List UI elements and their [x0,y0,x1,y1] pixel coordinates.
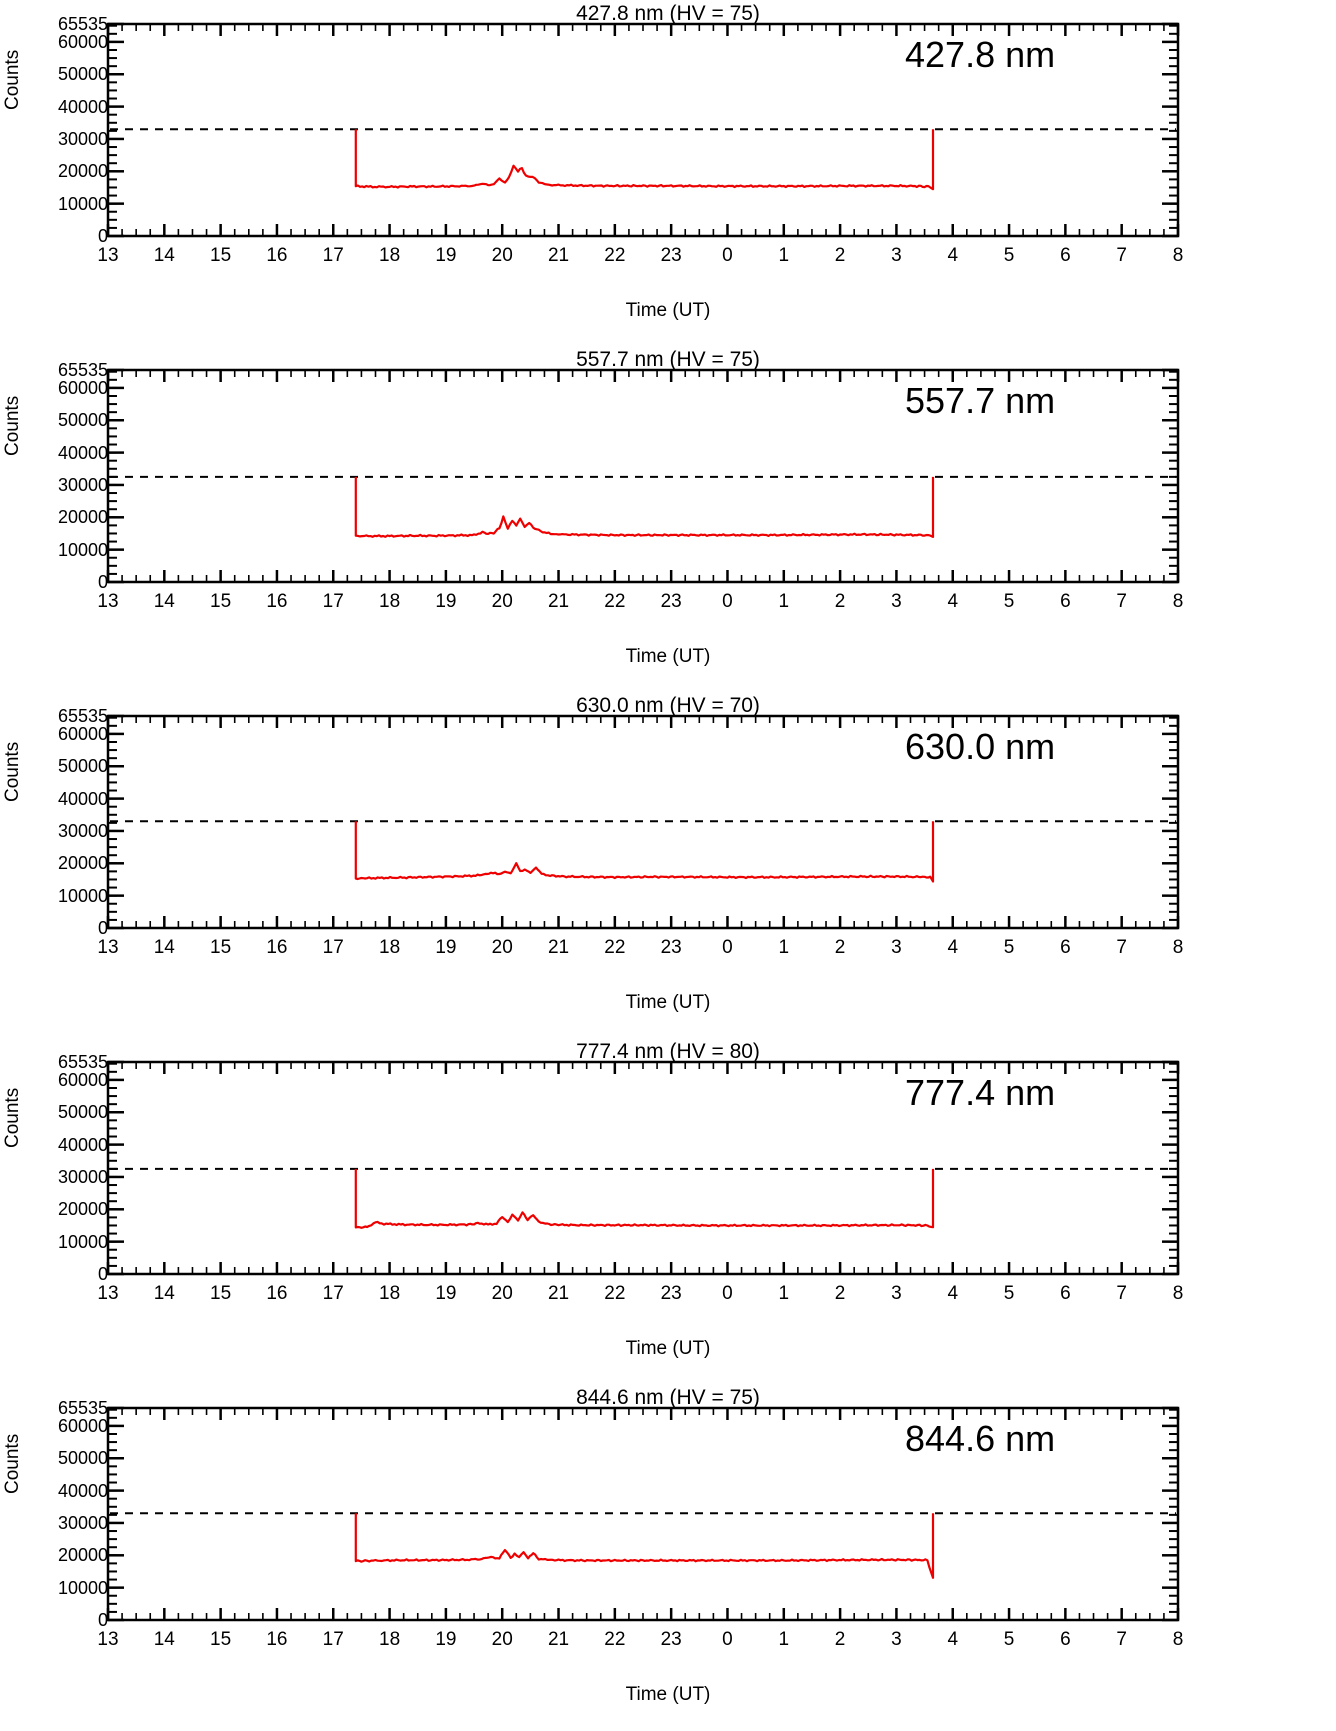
x-tick-label: 14 [153,1629,175,1650]
x-tick-label: 16 [266,245,288,266]
x-tick-label: 0 [722,937,733,958]
wavelength-annotation: 844.6 nm [905,1418,1056,1459]
x-tick-label: 13 [97,591,119,612]
x-tick-label: 8 [1172,1283,1184,1304]
x-tick-label: 22 [604,1283,626,1304]
x-axis-label: Time (UT) [625,1684,711,1705]
x-tick-label: 23 [660,1629,682,1650]
data-series-line [356,129,933,189]
x-tick-label: 15 [210,1629,232,1650]
x-tick-label: 2 [834,591,846,612]
x-tick-label: 23 [660,937,682,958]
y-tick-label: 0 [97,918,108,938]
x-tick-label: 22 [604,591,626,612]
x-axis-label: Time (UT) [625,300,711,321]
x-tick-label: 19 [435,591,457,612]
x-tick-label: 4 [947,245,959,266]
y-axis-label: Counts [2,1087,23,1148]
data-series-line [356,1169,933,1228]
x-tick-label: 20 [491,1283,513,1304]
x-tick-label: 22 [604,245,626,266]
x-tick-label: 19 [435,1629,457,1650]
y-tick-label: 20000 [57,853,108,874]
y-axis-label: Counts [2,49,23,110]
y-tick-label: 30000 [57,1166,108,1187]
plot-area [0,1038,1336,1384]
data-series-line [356,1513,933,1578]
panel-title: 630.0 nm (HV = 70) [576,694,760,717]
x-tick-label: 8 [1172,245,1184,266]
x-tick-label: 16 [266,1283,288,1304]
y-axis-label: Counts [2,395,23,456]
plot-area [0,1384,1336,1730]
y-tick-label: 20000 [57,507,108,528]
chart-panel [0,346,1336,692]
y-tick-label: 10000 [57,193,108,214]
x-tick-label: 0 [722,1629,733,1650]
y-tick-label: 65535 [57,706,108,726]
wavelength-annotation: 427.8 nm [905,34,1056,75]
plot-area [0,346,1336,692]
x-tick-label: 17 [322,937,344,958]
x-tick-label: 7 [1116,1629,1127,1650]
wavelength-annotation: 557.7 nm [905,380,1056,421]
y-tick-label: 50000 [57,756,108,777]
y-tick-label: 50000 [57,64,108,85]
x-tick-label: 13 [97,1283,119,1304]
chart-panel [0,0,1336,346]
panel-title: 557.7 nm (HV = 75) [576,348,760,371]
x-tick-label: 21 [547,1629,570,1650]
y-tick-label: 65535 [57,360,108,380]
x-tick-label: 17 [322,591,344,612]
y-tick-label: 50000 [57,1102,108,1123]
x-tick-label: 5 [1003,1629,1015,1650]
x-tick-label: 1 [778,245,790,266]
x-tick-label: 18 [379,245,401,266]
panel-title: 427.8 nm (HV = 75) [576,2,760,25]
x-tick-label: 3 [891,245,902,266]
wavelength-annotation: 777.4 nm [905,1072,1056,1113]
x-tick-label: 14 [153,245,175,266]
x-tick-label: 5 [1003,591,1015,612]
y-axis-label: Counts [2,741,23,802]
x-tick-label: 21 [547,591,570,612]
x-tick-label: 16 [266,591,288,612]
x-tick-label: 2 [834,1283,846,1304]
panel-title: 777.4 nm (HV = 80) [576,1040,760,1063]
x-tick-label: 14 [153,937,175,958]
x-tick-label: 16 [266,1629,288,1650]
x-tick-label: 23 [660,1283,682,1304]
x-tick-label: 15 [210,1283,232,1304]
y-tick-label: 60000 [57,1415,108,1436]
x-tick-label: 15 [210,245,232,266]
x-tick-label: 21 [547,937,570,958]
x-tick-label: 3 [891,1629,902,1650]
y-tick-label: 40000 [57,442,108,463]
x-tick-label: 15 [210,591,232,612]
y-tick-label: 50000 [57,410,108,431]
y-tick-label: 30000 [57,474,108,495]
x-tick-label: 1 [778,591,790,612]
x-tick-label: 22 [604,1629,626,1650]
x-tick-label: 13 [97,245,119,266]
x-tick-label: 20 [491,937,513,958]
x-tick-label: 16 [266,937,288,958]
chart-panel [0,1038,1336,1384]
x-tick-label: 19 [435,937,457,958]
x-tick-label: 20 [491,591,513,612]
wavelength-annotation: 630.0 nm [905,726,1056,767]
x-tick-label: 17 [322,245,344,266]
plot-area [0,692,1336,1038]
y-tick-label: 10000 [57,1577,108,1598]
x-tick-label: 14 [153,591,175,612]
x-tick-label: 4 [947,591,959,612]
x-tick-label: 17 [322,1283,344,1304]
y-tick-label: 0 [97,226,108,246]
y-tick-label: 30000 [57,1512,108,1533]
x-tick-label: 0 [722,591,733,612]
x-tick-label: 1 [778,1283,790,1304]
chart-panel [0,692,1336,1038]
x-axis-label: Time (UT) [625,992,711,1013]
x-tick-label: 6 [1060,591,1071,612]
y-tick-label: 0 [97,1264,108,1284]
x-tick-label: 15 [210,937,232,958]
x-tick-label: 0 [722,245,733,266]
y-tick-label: 60000 [57,723,108,744]
x-tick-label: 18 [379,1283,401,1304]
x-tick-label: 7 [1116,245,1127,266]
x-tick-label: 8 [1172,1629,1184,1650]
chart-panel [0,1384,1336,1730]
x-tick-label: 5 [1003,245,1015,266]
x-tick-label: 22 [604,937,626,958]
y-tick-label: 30000 [57,128,108,149]
x-tick-label: 2 [834,937,846,958]
y-tick-label: 60000 [57,1069,108,1090]
y-tick-label: 65535 [57,14,108,34]
y-tick-label: 20000 [57,1199,108,1220]
y-axis-label: Counts [2,1433,23,1494]
x-tick-label: 7 [1116,591,1127,612]
y-tick-label: 40000 [57,788,108,809]
data-series-line [356,821,933,881]
y-tick-label: 65535 [57,1398,108,1418]
x-tick-label: 6 [1060,1629,1071,1650]
panel-title: 844.6 nm (HV = 75) [576,1386,760,1409]
x-tick-label: 0 [722,1283,733,1304]
y-tick-label: 40000 [57,1480,108,1501]
x-tick-label: 1 [778,937,790,958]
x-tick-label: 8 [1172,937,1184,958]
x-tick-label: 21 [547,1283,570,1304]
x-tick-label: 2 [834,1629,846,1650]
x-tick-label: 3 [891,937,902,958]
x-tick-label: 8 [1172,591,1184,612]
x-tick-label: 13 [97,1629,119,1650]
x-tick-label: 6 [1060,245,1071,266]
x-tick-label: 20 [491,245,513,266]
x-tick-label: 4 [947,1629,959,1650]
y-tick-label: 65535 [57,1052,108,1072]
x-axis-label: Time (UT) [625,646,711,667]
x-tick-label: 7 [1116,937,1127,958]
x-tick-label: 23 [660,245,682,266]
x-tick-label: 13 [97,937,119,958]
x-tick-label: 5 [1003,1283,1015,1304]
plot-area [0,0,1336,346]
x-tick-label: 20 [491,1629,513,1650]
x-tick-label: 19 [435,245,457,266]
x-axis-label: Time (UT) [625,1338,711,1359]
x-tick-label: 6 [1060,1283,1071,1304]
y-tick-label: 60000 [57,31,108,52]
x-tick-label: 18 [379,1629,401,1650]
x-tick-label: 3 [891,1283,902,1304]
x-tick-label: 2 [834,245,846,266]
data-series-line [356,477,933,537]
y-tick-label: 40000 [57,96,108,117]
x-tick-label: 4 [947,937,959,958]
y-tick-label: 10000 [57,539,108,560]
y-tick-label: 20000 [57,161,108,182]
y-tick-label: 0 [97,572,108,592]
x-tick-label: 7 [1116,1283,1127,1304]
x-tick-label: 5 [1003,937,1015,958]
x-tick-label: 23 [660,591,682,612]
y-tick-label: 30000 [57,820,108,841]
y-tick-label: 40000 [57,1134,108,1155]
x-tick-label: 21 [547,245,570,266]
x-tick-label: 18 [379,937,401,958]
x-tick-label: 6 [1060,937,1071,958]
x-tick-label: 1 [778,1629,790,1650]
y-tick-label: 10000 [57,885,108,906]
y-tick-label: 20000 [57,1545,108,1566]
x-tick-label: 19 [435,1283,457,1304]
x-tick-label: 18 [379,591,401,612]
x-tick-label: 17 [322,1629,344,1650]
y-tick-label: 0 [97,1610,108,1630]
y-tick-label: 10000 [57,1231,108,1252]
x-tick-label: 3 [891,591,902,612]
x-tick-label: 14 [153,1283,175,1304]
y-tick-label: 50000 [57,1448,108,1469]
x-tick-label: 4 [947,1283,959,1304]
y-tick-label: 60000 [57,377,108,398]
